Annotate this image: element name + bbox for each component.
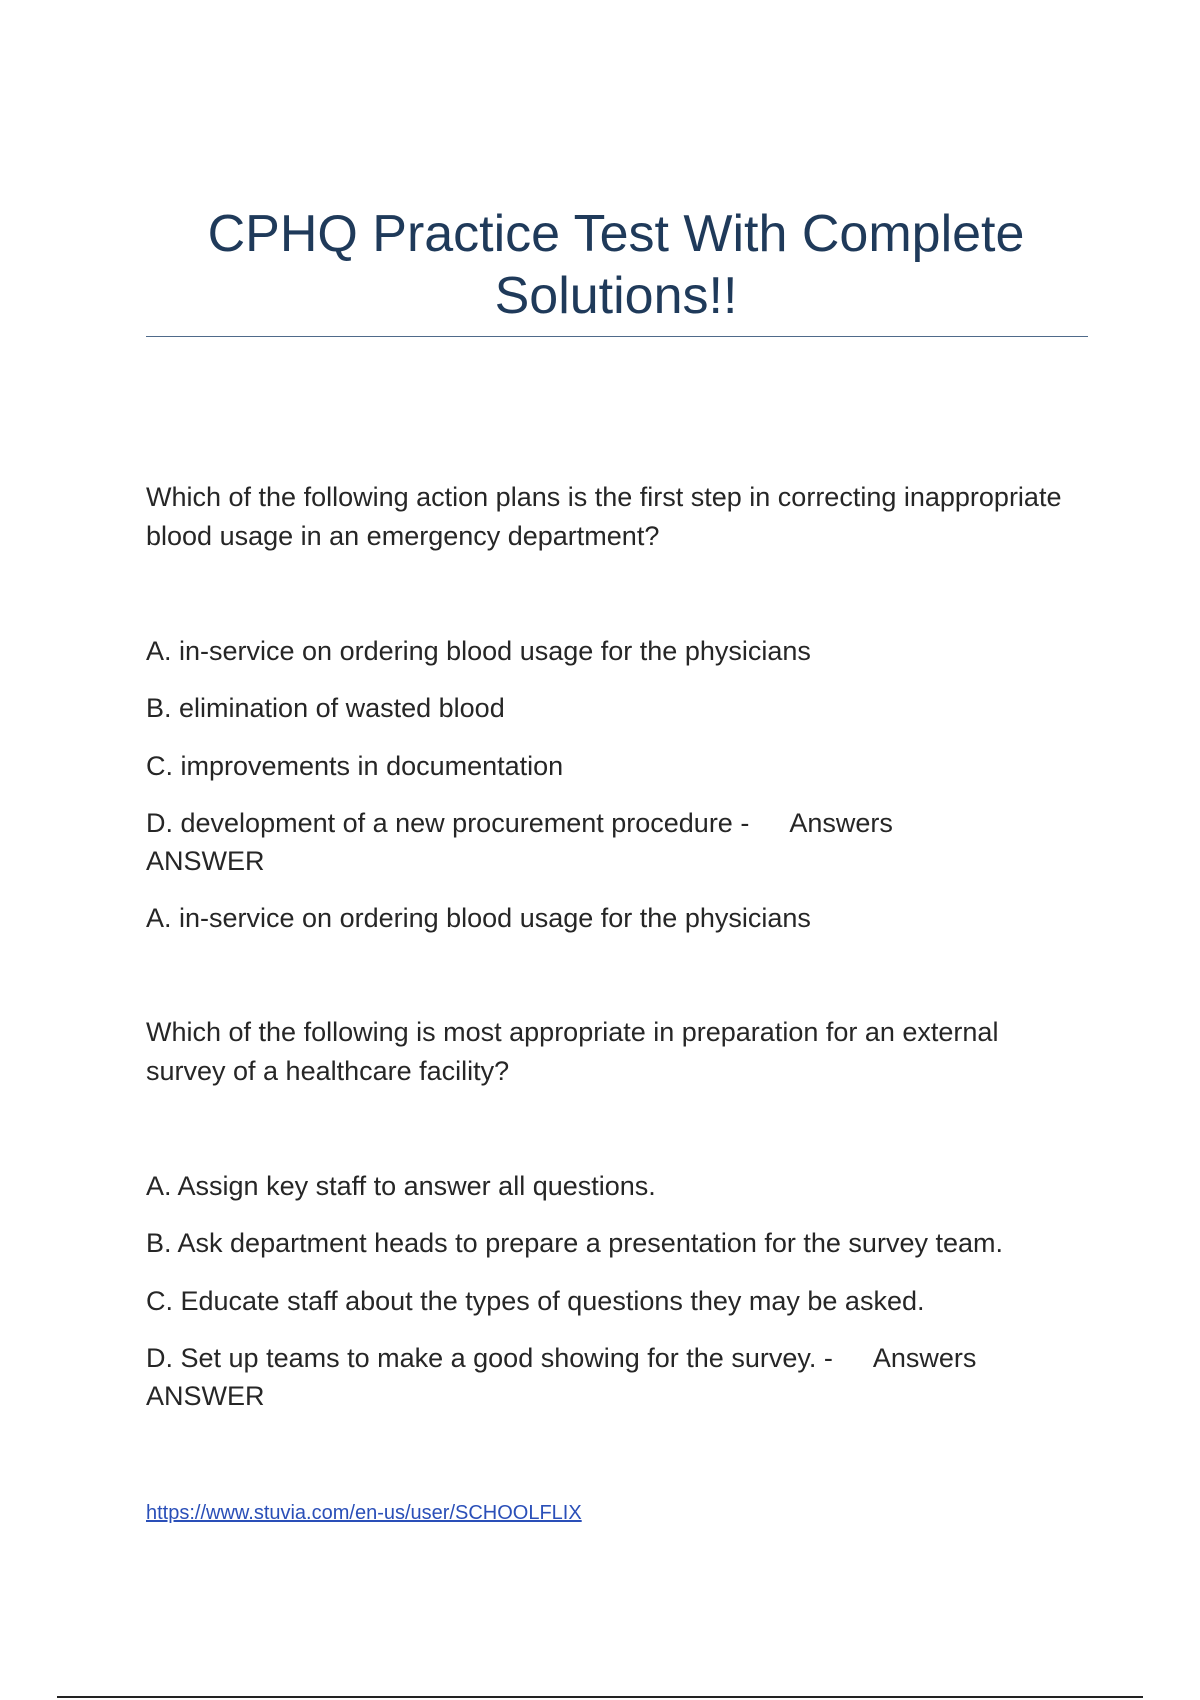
question-1-answer-text: A. in-service on ordering blood usage for the physicians <box>146 903 811 933</box>
question-1-option-c: C. improvements in documentation <box>146 751 564 781</box>
question-1-text: Which of the following action plans is the first step in correcting inappropriate blood usage in an emergency department? <box>146 482 1062 551</box>
question-1-option-b: B. elimination of wasted blood <box>146 693 505 723</box>
question-2-answer-label: ANSWER <box>146 1381 265 1411</box>
question-2-text-block <box>146 1013 1066 1091</box>
title-block <box>146 203 1086 327</box>
question-2-option-d <box>146 1339 1066 1377</box>
title-divider <box>146 336 1088 337</box>
question-2-option-b: B. Ask department heads to prepare a presentation for the survey team. <box>146 1228 1003 1258</box>
question-1-answer-label: ANSWER <box>146 846 265 876</box>
question-1-answers-label: Answers <box>789 808 893 838</box>
footer-divider <box>57 1696 1143 1698</box>
question-1-option-d <box>146 804 1066 842</box>
question-1-text-block <box>146 478 1066 556</box>
title-line-2: Solutions!! <box>494 267 738 325</box>
profile-link[interactable]: https://www.stuvia.com/en-us/user/SCHOOLFLIX <box>146 1502 582 1524</box>
question-2-option-d-text: D. Set up teams to make a good showing for the survey. - <box>146 1343 833 1373</box>
page-title <box>146 203 1086 327</box>
question-1-option-d-text: D. development of a new procurement procedure - <box>146 808 750 838</box>
question-2-option-a: A. Assign key staff to answer all questions. <box>146 1171 656 1201</box>
title-line-1: CPHQ Practice Test With Complete <box>207 205 1025 263</box>
question-2-option-c: C. Educate staff about the types of questions they may be asked. <box>146 1286 925 1316</box>
question-1-option-a: A. in-service on ordering blood usage for the physicians <box>146 636 811 666</box>
question-2-answers-label: Answers <box>872 1343 977 1373</box>
question-2-text: Which of the following is most appropriate in preparation for an external survey of a healthcare facility? <box>146 1017 999 1086</box>
